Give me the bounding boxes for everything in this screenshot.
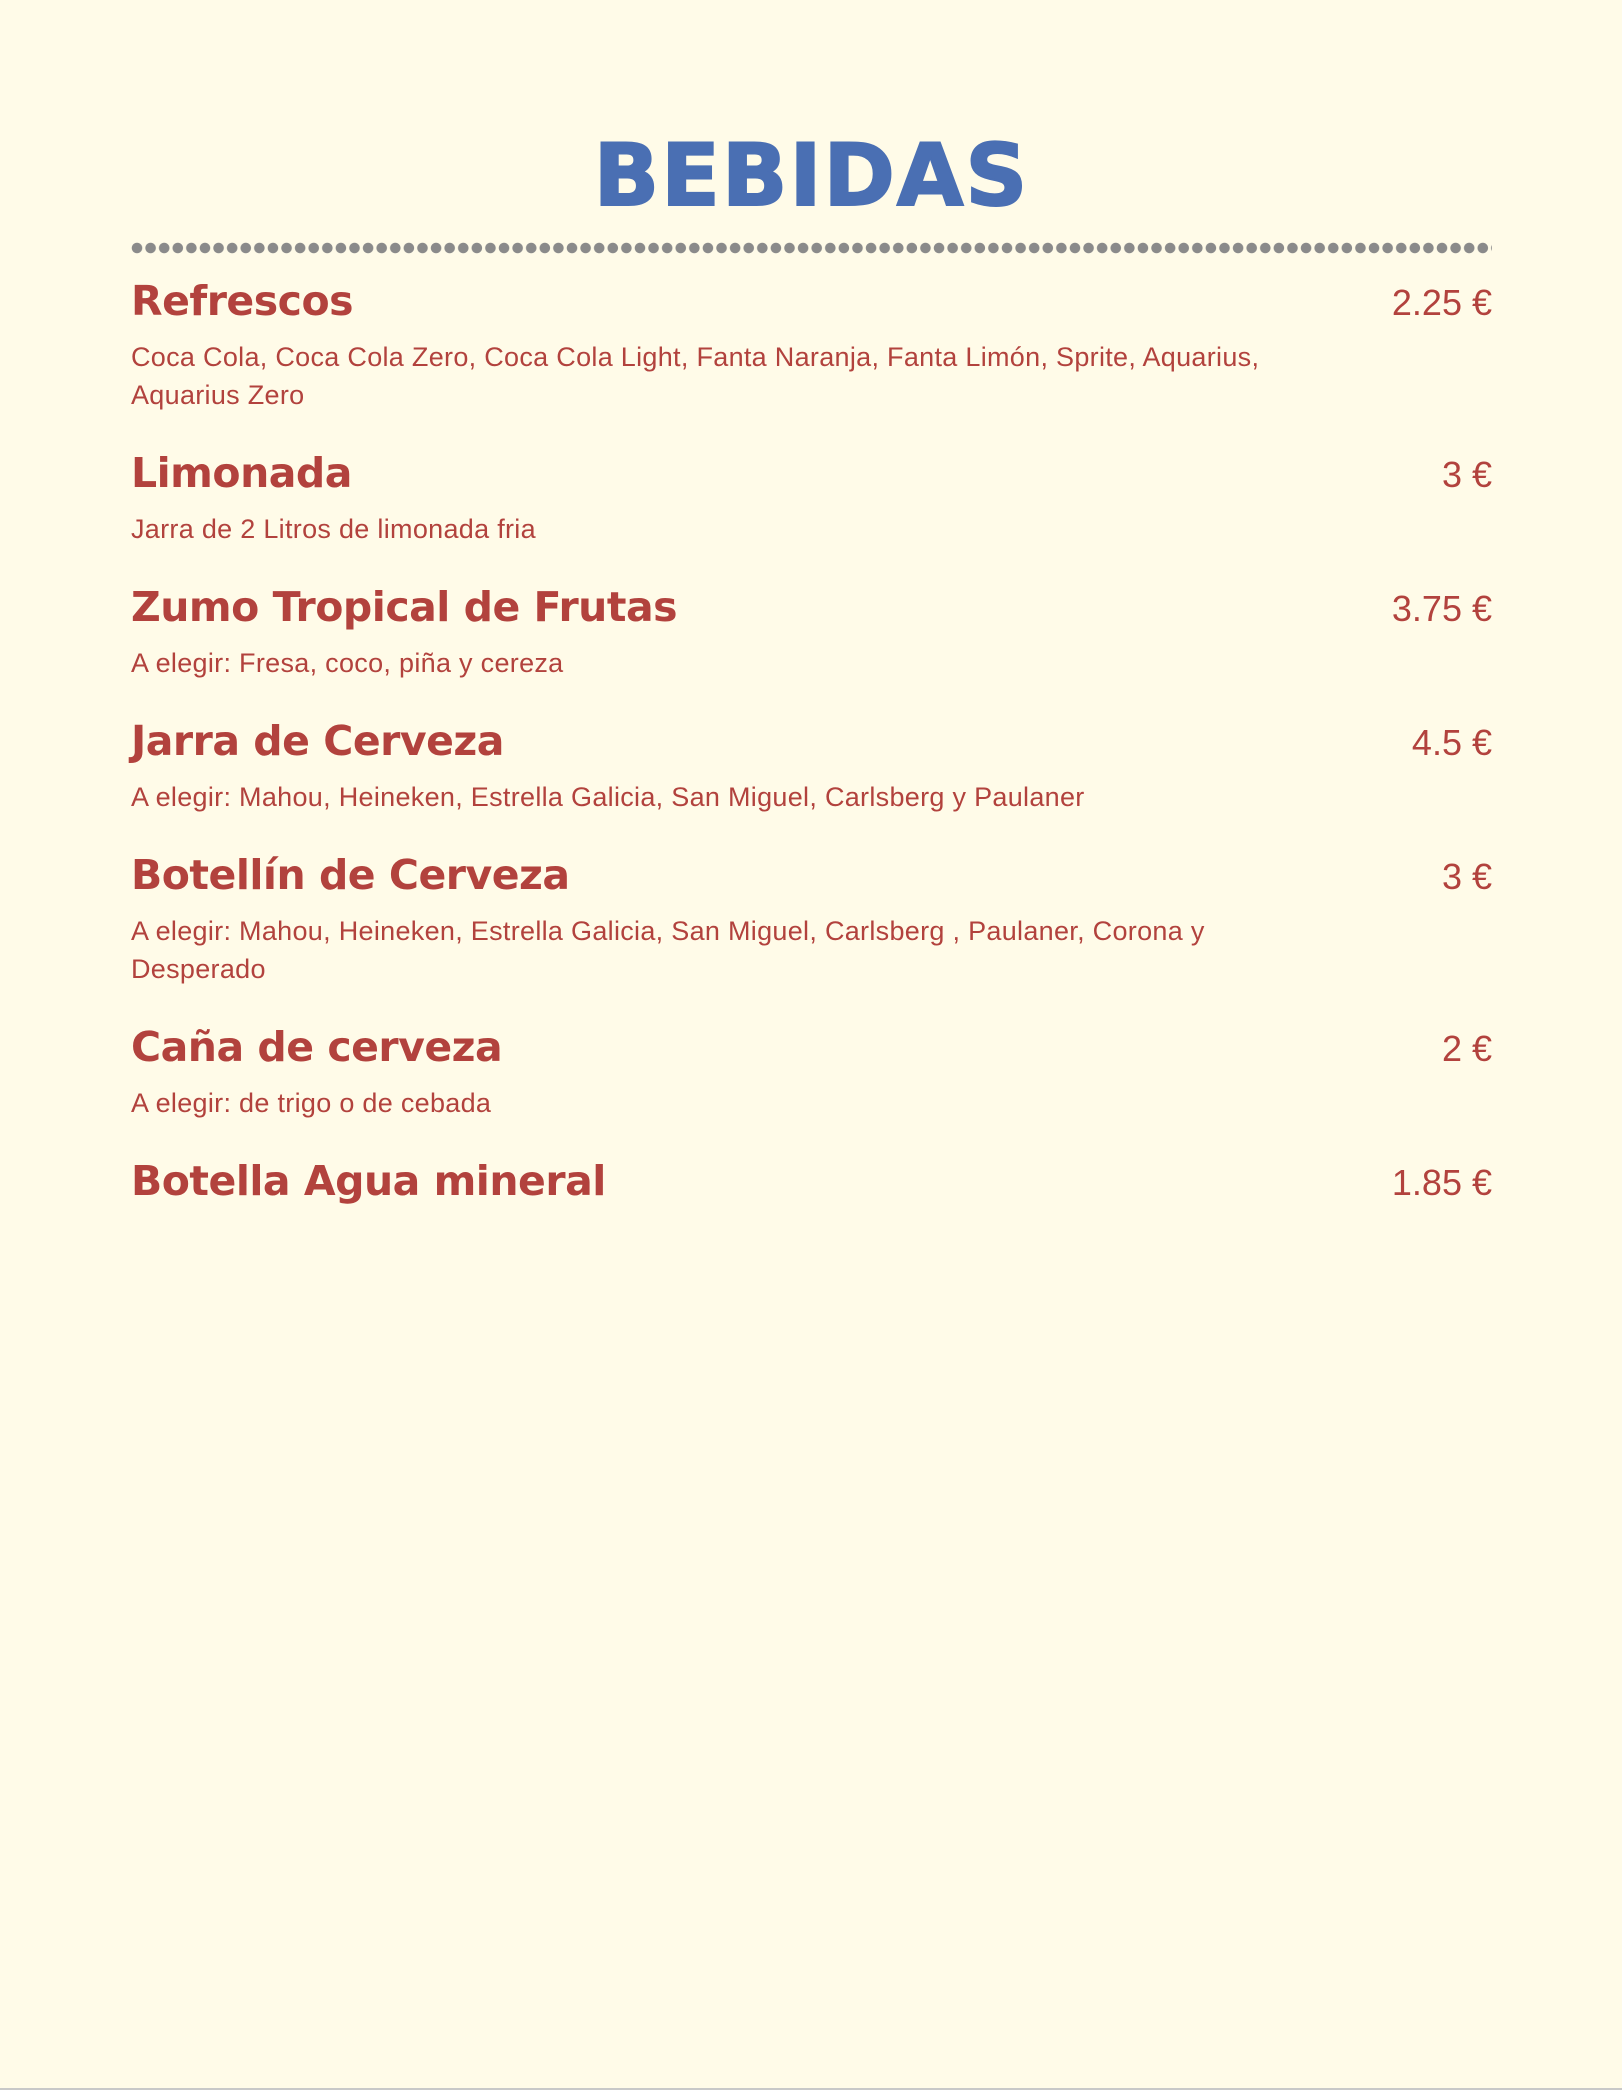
menu-item (131, 848, 1492, 988)
menu-item-price: 3 € (1441, 454, 1492, 495)
menu-item-price: 2 € (1441, 1028, 1492, 1069)
menu-item-description: A elegir: Fresa, coco, piña y cereza (131, 648, 564, 678)
menu-item-name: Limonada (131, 449, 352, 497)
menu-item-header (131, 1020, 1492, 1076)
menu-item-header (131, 714, 1492, 770)
menu-title: BEBIDAS (593, 126, 1030, 226)
menu-item-name: Jarra de Cerveza (131, 717, 504, 765)
menu-item-name: Caña de cerveza (131, 1023, 503, 1071)
menu-item-header (131, 274, 1492, 330)
menu-item-name: Zumo Tropical de Frutas (131, 583, 678, 631)
menu-item-price: 3 € (1441, 856, 1492, 897)
menu-item-price: 1.85 € (1391, 1162, 1492, 1203)
menu-item-description: Jarra de 2 Litros de limonada fria (131, 514, 536, 544)
menu-item (131, 580, 1492, 682)
menu-item-header (131, 446, 1492, 502)
menu-item-name: Refrescos (131, 277, 354, 325)
menu-item-description: Coca Cola, Coca Cola Zero, Coca Cola Light, Fanta Naranja, Fanta Limón, Sprite, Aquarius, Aquarius Zero (131, 342, 1260, 410)
menu-items-list (131, 274, 1492, 1210)
menu-item (131, 446, 1492, 548)
menu-item-price: 4.5 € (1411, 722, 1492, 763)
menu-item (131, 1020, 1492, 1122)
menu-item-header (131, 1154, 1492, 1210)
menu-item (131, 274, 1492, 414)
menu-item-name: Botella Agua mineral (131, 1157, 606, 1205)
menu-item-description: A elegir: Mahou, Heineken, Estrella Galicia, San Miguel, Carlsberg y Paulaner (131, 782, 1085, 812)
menu-item-header (131, 580, 1492, 636)
menu-item-name: Botellín de Cerveza (131, 851, 570, 899)
menu-item-price: 2.25 € (1391, 282, 1492, 323)
menu-item-header (131, 848, 1492, 904)
menu-section (131, 120, 1492, 1242)
menu-item (131, 714, 1492, 816)
menu-item-description: A elegir: Mahou, Heineken, Estrella Galicia, San Miguel, Carlsberg , Paulaner, Corona y Desperado (131, 916, 1205, 984)
dotted-divider (131, 242, 1492, 254)
menu-item-price: 3.75 € (1391, 588, 1492, 629)
menu-item (131, 1154, 1492, 1210)
menu-item-description: A elegir: de trigo o de cebada (131, 1088, 492, 1118)
